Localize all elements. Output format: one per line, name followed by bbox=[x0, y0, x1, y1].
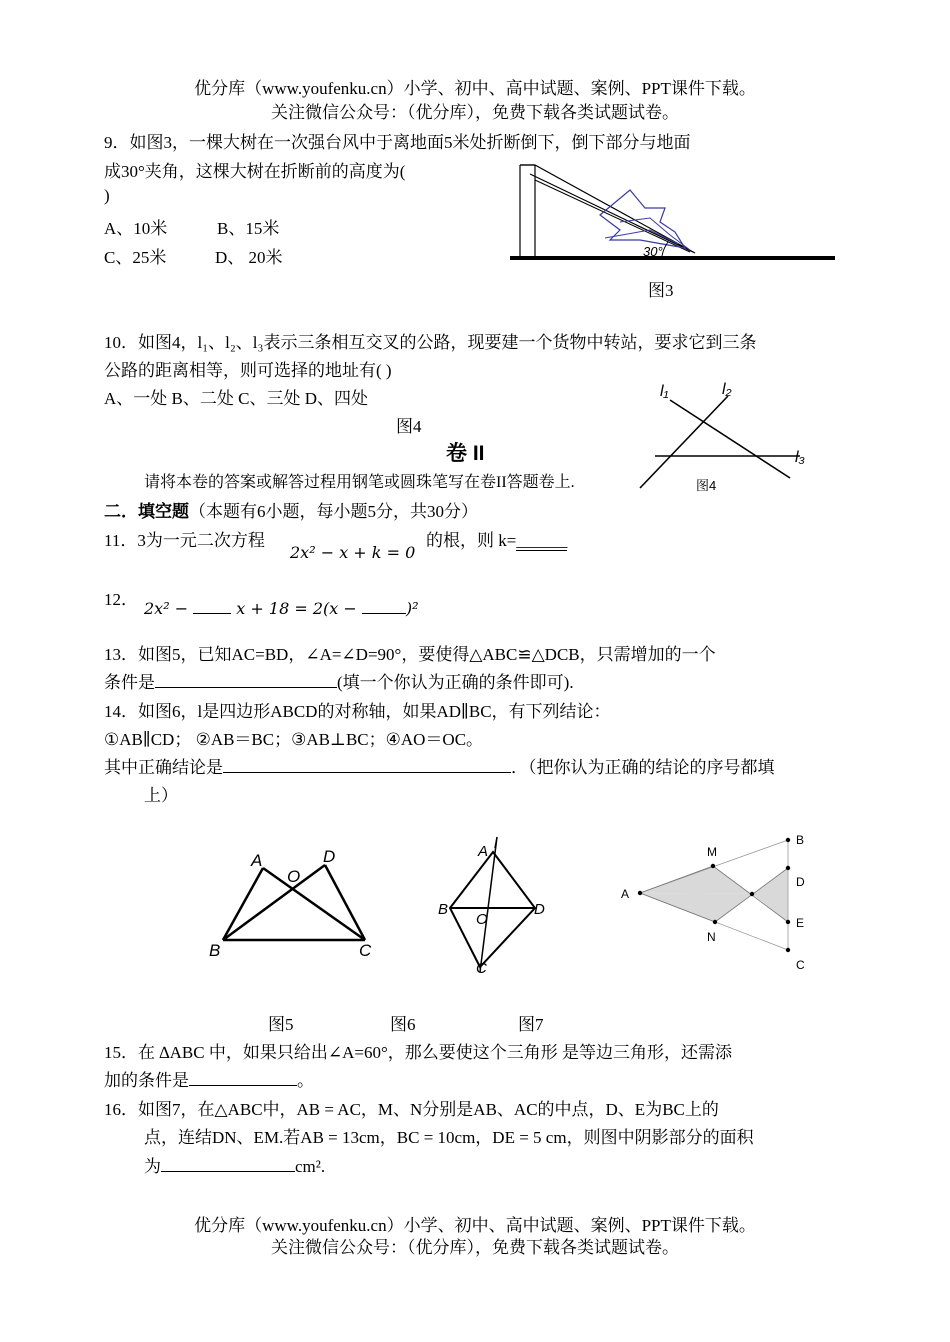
point-a-label: A bbox=[621, 887, 630, 901]
point-c-label: C bbox=[359, 941, 372, 960]
q13-line-2-suffix: (填一个你认为正确的条件即可). bbox=[337, 673, 574, 692]
shaded-region-1 bbox=[640, 866, 752, 894]
q12-eq-part-2: x + 18 = 2(x − bbox=[236, 599, 357, 618]
section-2-heading: 二．填空题 bbox=[104, 502, 189, 521]
point-c-label: C bbox=[796, 958, 805, 972]
q9-line-3: ) bbox=[104, 186, 110, 205]
part-2-title: 卷 II bbox=[446, 442, 485, 465]
q9-option-c: C、25米 bbox=[104, 248, 167, 267]
q13-line-2 bbox=[104, 668, 574, 693]
point-a-label: A bbox=[478, 843, 489, 860]
angle-label: 30° bbox=[643, 244, 663, 259]
figure-4 bbox=[630, 378, 820, 493]
header-line-2: 关注微信公众号：（优分库），免费下载各类试题试卷。 bbox=[271, 103, 679, 122]
q10-options: A、一处 B、二处 C、三处 D、四处 bbox=[104, 389, 368, 408]
label-l1: l₁ bbox=[660, 383, 669, 400]
point-b-label: B bbox=[796, 833, 805, 847]
label-l2: l₂ bbox=[722, 381, 732, 398]
point-d-label: D bbox=[796, 875, 805, 889]
q16-line-1: 16．如图7，在△ABC中，AB = AC，M、N分别是AB、AC的中点，D、E为BC上的 bbox=[104, 1100, 719, 1119]
figure-4-label: 图4 bbox=[396, 417, 422, 436]
figure-7 bbox=[615, 828, 820, 978]
q12-blank-1[interactable] bbox=[193, 597, 231, 614]
q14-line-3 bbox=[104, 753, 775, 778]
q15-line-1: 15．在 ∆ABC 中，如果只给出∠A=60°，那么要使这个三角形 是等边三角形，还需添 bbox=[104, 1043, 733, 1062]
q15-line-2-prefix: 加的条件是 bbox=[104, 1071, 189, 1090]
q11-suffix-text: 的根，则 k= bbox=[426, 531, 517, 550]
figure-5 bbox=[205, 840, 385, 965]
point-a-label: A bbox=[251, 851, 263, 870]
axis-l-label: l bbox=[494, 835, 498, 852]
header-line-1: 优分库（www.youfenku.cn）小学、初中、高中试题、案例、PPT课件下载。 bbox=[194, 79, 756, 98]
q10-line-1: 10．如图4，l₁、l₂、l₃表示三条相互交叉的公路，现要建一个货物中转站，要求它到三条 bbox=[104, 333, 757, 352]
q11-blank[interactable]: ______ bbox=[516, 531, 568, 550]
q16-line-3 bbox=[144, 1152, 325, 1177]
section-2-note: （本题有6小题，每小题5分，共30分） bbox=[189, 502, 478, 521]
point-d-label: D bbox=[534, 901, 545, 918]
figure-3-label: 图3 bbox=[648, 281, 674, 300]
point-e-label: E bbox=[796, 916, 805, 930]
q9-option-a: A、10米 bbox=[104, 219, 168, 238]
q9-option-d: D、 20米 bbox=[215, 248, 283, 267]
q14-line-4: 上） bbox=[144, 786, 178, 805]
q14-line-1: 14．如图6，l是四边形ABCD的对称轴，如果AD∥BC，有下列结论： bbox=[104, 702, 611, 721]
q11-equation: 2x² − x + k = 0 bbox=[290, 543, 416, 562]
figure-6-label: 图6 bbox=[390, 1015, 416, 1034]
q14-line-3-suffix: ．（把你认为正确的结论的序号都填 bbox=[511, 758, 775, 777]
q12-eq-part-3: )² bbox=[405, 599, 419, 618]
q9-option-b: B、15米 bbox=[217, 219, 280, 238]
q12-equation bbox=[144, 597, 419, 618]
segment-dc bbox=[325, 865, 365, 940]
segment-ac bbox=[263, 868, 365, 940]
figure-4-cut-label: 图4 bbox=[696, 478, 717, 493]
segment-ba bbox=[223, 868, 263, 940]
figure-5-label: 图5 bbox=[268, 1015, 294, 1034]
q12-number: 12． bbox=[104, 590, 138, 609]
road-l1 bbox=[670, 400, 790, 478]
q14-line-3-prefix: 其中正确结论是 bbox=[104, 758, 223, 777]
label-l3: l₃ bbox=[795, 449, 805, 466]
q15-line-2-suffix: 。 bbox=[297, 1071, 314, 1090]
figure-7-label: 图7 bbox=[518, 1015, 544, 1034]
q16-line-2: 点，连结DN、EM.若AB = 13cm，BC = 10cm，DE = 5 cm，则图中阴影部分的面积 bbox=[144, 1128, 754, 1147]
q13-line-2-prefix: 条件是 bbox=[104, 673, 155, 692]
q9-line-1: 9．如图3，一棵大树在一次强台风中于离地面5米处折断倒下，倒下部分与地面 bbox=[104, 133, 691, 152]
q13-blank[interactable] bbox=[155, 671, 337, 688]
point-c-label: C bbox=[476, 960, 487, 977]
q11-prefix: 11．3为一元二次方程 bbox=[104, 531, 265, 550]
figure-6 bbox=[430, 832, 560, 977]
q16-line-3-suffix: cm². bbox=[295, 1157, 326, 1176]
q16-line-3-prefix: 为 bbox=[144, 1157, 161, 1176]
q13-line-1: 13．如图5，已知AC=BD，∠A=∠D=90°，要使得△ABC≌△DCB，只需增加的一个 bbox=[104, 645, 716, 664]
point-m-label: M bbox=[707, 845, 717, 859]
q9-line-2: 成30°夹角，这棵大树在折断前的高度为( bbox=[104, 162, 406, 181]
part-2-instruction: 请将本卷的答案或解答过程用钢笔或圆珠笔写在卷II答题卷上. bbox=[144, 474, 575, 491]
point-o-label: O bbox=[476, 911, 488, 928]
footer-line-2: 关注微信公众号：（优分库），免费下载各类试题试卷。 bbox=[271, 1238, 679, 1257]
shaded-region-3 bbox=[752, 868, 788, 922]
figure-3 bbox=[500, 160, 845, 265]
point-n-label: N bbox=[707, 930, 716, 944]
section-2-header bbox=[104, 497, 478, 522]
q11-suffix bbox=[426, 526, 567, 551]
footer-line-1: 优分库（www.youfenku.cn）小学、初中、高中试题、案例、PPT课件下载。 bbox=[194, 1216, 756, 1235]
q16-blank[interactable] bbox=[161, 1155, 295, 1172]
q15-blank[interactable] bbox=[189, 1069, 297, 1086]
q10-line-2: 公路的距离相等，则可选择的地址有( ) bbox=[104, 361, 392, 380]
point-d-label: D bbox=[323, 847, 336, 866]
point-o-label: O bbox=[287, 867, 301, 886]
q14-blank[interactable] bbox=[223, 756, 511, 773]
q12-eq-part-1: 2x² − bbox=[144, 599, 189, 618]
q12-blank-2[interactable] bbox=[362, 597, 406, 614]
q14-line-2: ①AB∥CD； ②AB＝BC；③AB⊥BC；④AO＝OC。 bbox=[104, 730, 484, 749]
q15-line-2 bbox=[104, 1066, 314, 1091]
point-b-label: B bbox=[209, 941, 221, 960]
point-b-label: B bbox=[438, 901, 449, 918]
